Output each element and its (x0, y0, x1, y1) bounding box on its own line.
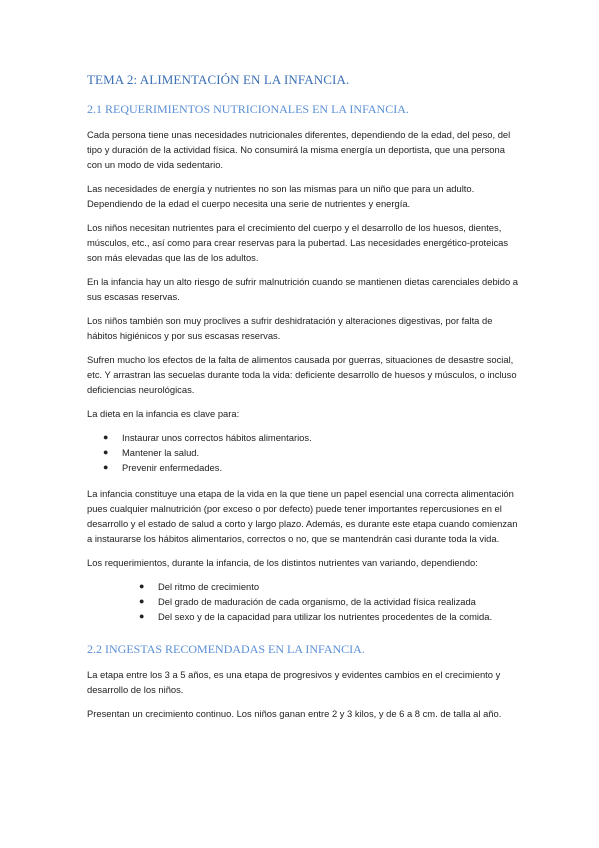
list-item (87, 460, 521, 475)
paragraph: Los requerimientos, durante la infancia, de los distintos nutrientes van variando, dependiendo: (87, 557, 478, 568)
list-item-text: Mantener la salud. (122, 447, 200, 458)
list-item-text: Del sexo y de la capacidad para utilizar los nutrientes procedentes de la comida. (158, 611, 493, 622)
bullet-list-diet (87, 430, 521, 475)
paragraph: Cada persona tiene unas necesidades nutricionales diferentes, dependiendo de la edad, del peso, del tipo y duración de la actividad física. No consumirá la misma energía un deportista, que una persona con un modo de vida sedentario. (87, 129, 511, 170)
list-item (87, 579, 521, 594)
document-title: TEMA 2: ALIMENTACIÓN EN LA INFANCIA. (87, 72, 350, 87)
list-item-text: Del grado de maduración de cada organismo, de la actividad física realizada (158, 596, 476, 607)
paragraph: Presentan un crecimiento continuo. Los niños ganan entre 2 y 3 kilos, y de 6 a 8 cm. de talla al año. (87, 708, 502, 719)
bullet-icon: ● (103, 447, 109, 457)
list-item-text: Instaurar unos correctos hábitos alimentarios. (122, 432, 312, 443)
paragraph: Los niños necesitan nutrientes para el crecimiento del cuerpo y el desarrollo de los huesos, dientes, músculos, etc., así como para crear reservas para la pubertad. Las necesidades energético-proteicas son más elevadas que las de los adultos. (87, 222, 509, 263)
paragraph: Las necesidades de energía y nutrientes no son las mismas para un niño que para un adulto. Dependiendo de la edad el cuerpo necesita una serie de nutrientes y energía. (87, 183, 475, 209)
bullet-icon: ● (139, 596, 145, 606)
list-item-text: Del ritmo de crecimiento (158, 581, 260, 592)
section-heading-2: 2.2 INGESTAS RECOMENDADAS EN LA INFANCIA. (87, 642, 365, 656)
list-item (87, 609, 521, 624)
bullet-icon: ● (103, 432, 109, 442)
bullet-list-requirements (87, 579, 521, 624)
list-item (87, 594, 521, 609)
paragraph: La infancia constituye una etapa de la vida en la que tiene un papel esencial una correcta alimentación pues cualquier malnutrición (por exceso o por defecto) puede tener importantes repercusiones en el desarrollo y el estado de salud a corto y largo plazo. Además, es durante este etapa cuando comienzan a instaurarse los hábitos alimentarios, correctos o no, que se mantendrán casi durante toda la vida. (87, 488, 518, 544)
paragraph: Los niños también son muy proclives a sufrir deshidratación y alteraciones digestivas, por falta de hábitos higiénicos y por sus escasas reservas. (87, 315, 493, 341)
bullet-icon: ● (139, 611, 145, 621)
paragraph: La etapa entre los 3 a 5 años, es una etapa de progresivos y evidentes cambios en el crecimiento y desarrollo de los niños. (87, 669, 501, 695)
document-body (87, 72, 521, 730)
paragraph: Sufren mucho los efectos de la falta de alimentos causada por guerras, situaciones de desastre social, etc. Y arrastran las secuelas durante toda la vida: deficiente desarrollo de huesos y músculos, o incluso deficiencias neurológicas. (87, 354, 517, 395)
bullet-icon: ● (139, 581, 145, 591)
list-item (87, 445, 521, 460)
bullet-icon: ● (103, 462, 109, 472)
list-item (87, 430, 521, 445)
section-heading-1: 2.1 REQUERIMIENTOS NUTRICIONALES EN LA INFANCIA. (87, 102, 409, 116)
paragraph: En la infancia hay un alto riesgo de sufrir malnutrición cuando se mantienen dietas carenciales debido a sus escasas reservas. (87, 276, 518, 302)
list-item-text: Prevenir enfermedades. (122, 462, 223, 473)
paragraph: La dieta en la infancia es clave para: (87, 408, 240, 419)
